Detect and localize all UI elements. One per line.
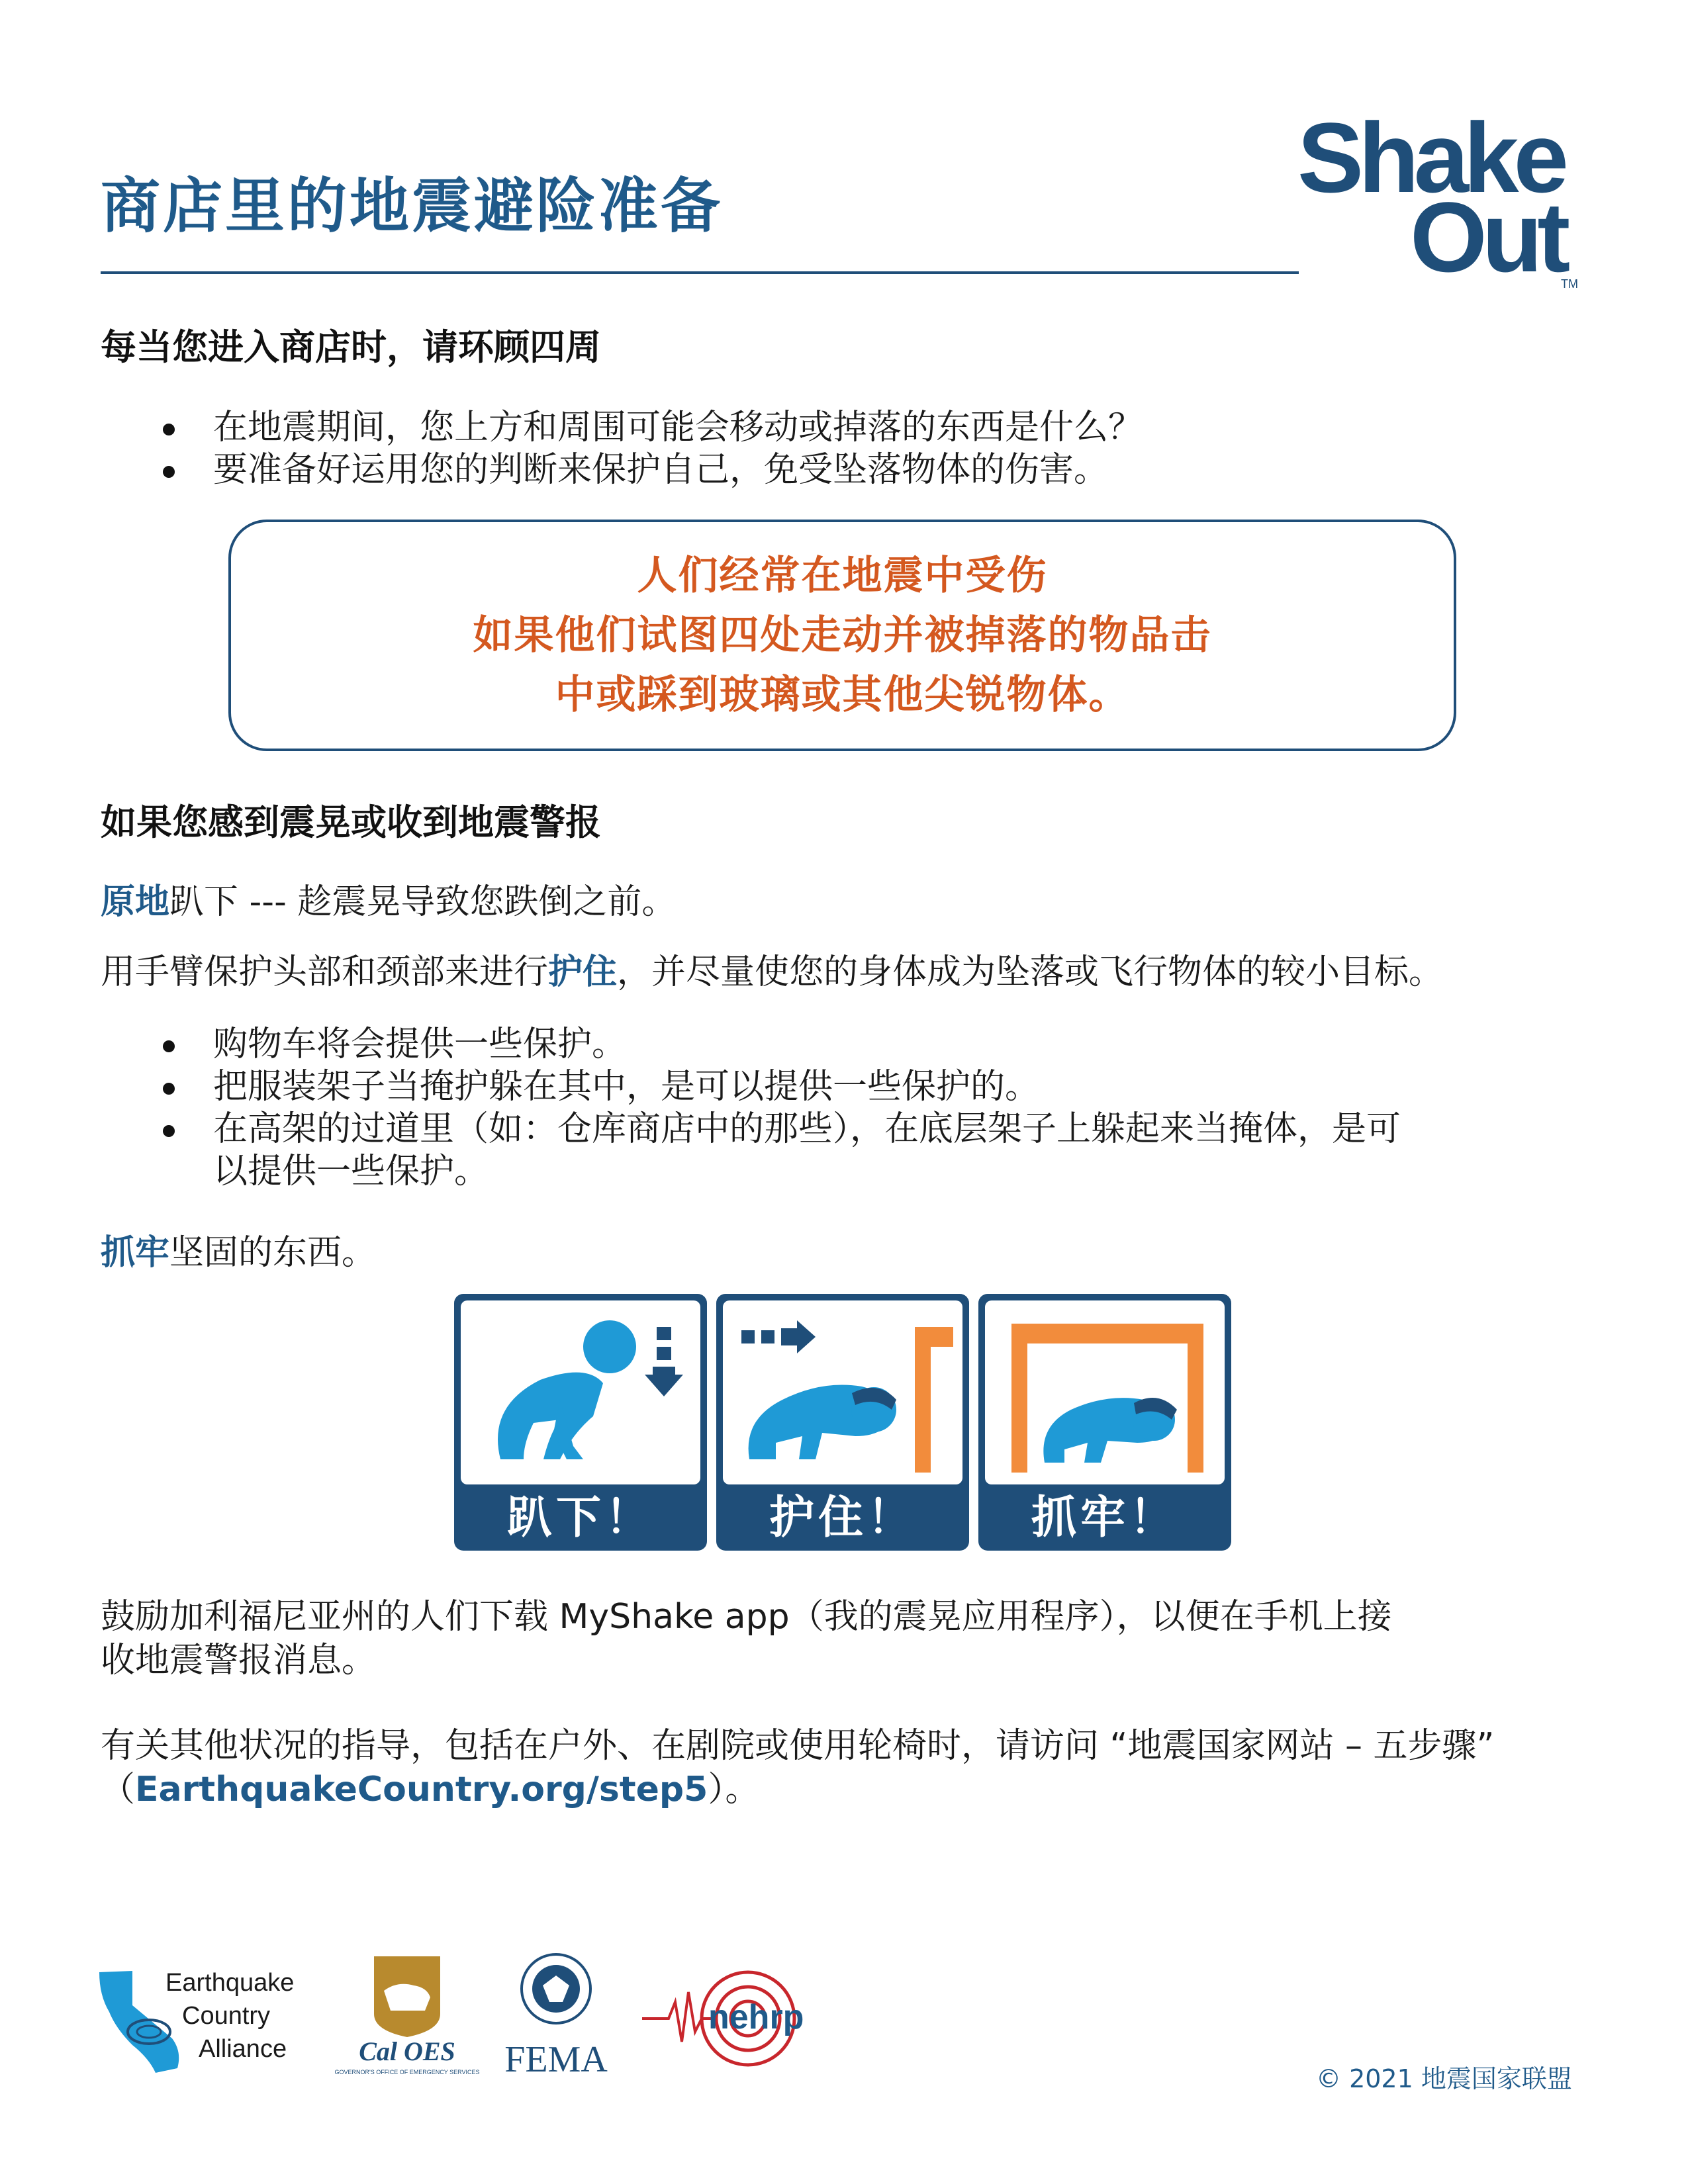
callout-line: 如果他们试图四处走动并被掉落的物品击 [473,612,1212,659]
section-heading-shaking: 如果您感到震晃或收到地震警报 [101,801,601,843]
panel-drop [454,1294,707,1551]
hold-keyword: 抓牢 [101,1233,170,1273]
list-item: 购物车将会提供一些保护。 [101,1023,1401,1066]
cover-paragraph: 用手臂保护头部和颈部来进行护住，并尽量使您的身体成为坠落或飞行物体的较小目标。 [101,952,1444,992]
list-item: 把服装架子当掩护躲在其中，是可以提供一些保护的。 [101,1066,1401,1108]
cover-tips-list [101,1023,1401,1193]
cover-figure-icon [723,1300,962,1484]
callout-line: 人们经常在地震中受伤 [637,553,1048,599]
step5-link[interactable]: EarthquakeCountry.org/step5 [135,1770,708,1809]
hold-figure-icon [985,1300,1225,1484]
drop-figure-icon [461,1300,700,1484]
list-item: 要准备好运用您的判断来保护自己，免受坠落物体的伤害。 [101,449,1143,491]
section-heading-look-around: 每当您进入商店时，请环顾四周 [101,326,601,368]
title-divider [101,271,1299,274]
cal-oes-logo [334,1951,480,2083]
myshake-paragraph: 鼓励加利福尼亚州的人们下载 MyShake app（我的震晃应用程序），以便在手机上接 收地震警报消息。 [101,1597,1392,1680]
page-title: 商店里的地震避险准备 [101,171,723,241]
copyright: © 2021 地震国家联盟 [1316,2064,1572,2093]
panel-label: 抓牢！ [1031,1492,1178,1544]
hold-paragraph: 抓牢坚固的东西。 [101,1233,377,1273]
svg-text:Earthquake: Earthquake [165,1969,295,1997]
warning-callout [228,520,1456,751]
look-around-list [101,406,1143,491]
drop-keyword: 原地 [101,882,170,922]
list-item: 在地震期间，您上方和周围可能会移动或掉落的东西是什么？ [101,406,1143,449]
cover-keyword: 护住 [548,952,618,992]
panel-label: 趴下！ [506,1492,654,1544]
svg-text:Country: Country [182,2002,271,2030]
svg-text:GOVERNOR'S OFFICE OF EMERGENCY: GOVERNOR'S OFFICE OF EMERGENCY SERVICES [334,2069,480,2075]
callout-line: 中或踩到玻璃或其他尖锐物体。 [555,672,1130,718]
guidance-paragraph: 有关其他状况的指导，包括在户外、在剧院或使用轮椅时，请访问 “地震国家网站 – 五步骤” （EarthquakeCountry.org/step5）。 [101,1726,1495,1809]
drop-cover-hold-panels [454,1294,1231,1551]
shakeout-logo [1297,93,1589,291]
earthquake-country-alliance-logo [93,1959,318,2078]
list-item-continuation: 以提供一些保护。 [213,1152,489,1191]
panel-label: 护住！ [769,1492,916,1544]
svg-text:Cal OES: Cal OES [359,2036,455,2066]
drop-paragraph: 原地趴下 --- 趁震晃导致您跌倒之前。 [101,882,677,922]
svg-text:nehrp: nehrp [708,1998,804,2036]
nehrp-logo [642,1966,827,2071]
svg-text:Alliance: Alliance [199,2035,287,2063]
svg-text:Out: Out [1410,181,1566,293]
panel-cover [716,1294,969,1551]
list-item: 在高架的过道里（如：仓库商店中的那些），在底层架子上躲起来当掩体，是可 [101,1108,1401,1150]
svg-text:FEMA: FEMA [504,2039,608,2080]
svg-text:Shake: Shake [1297,102,1564,213]
svg-text:TM: TM [1561,277,1578,291]
panel-hold [978,1294,1231,1551]
fema-logo [496,1952,616,2085]
